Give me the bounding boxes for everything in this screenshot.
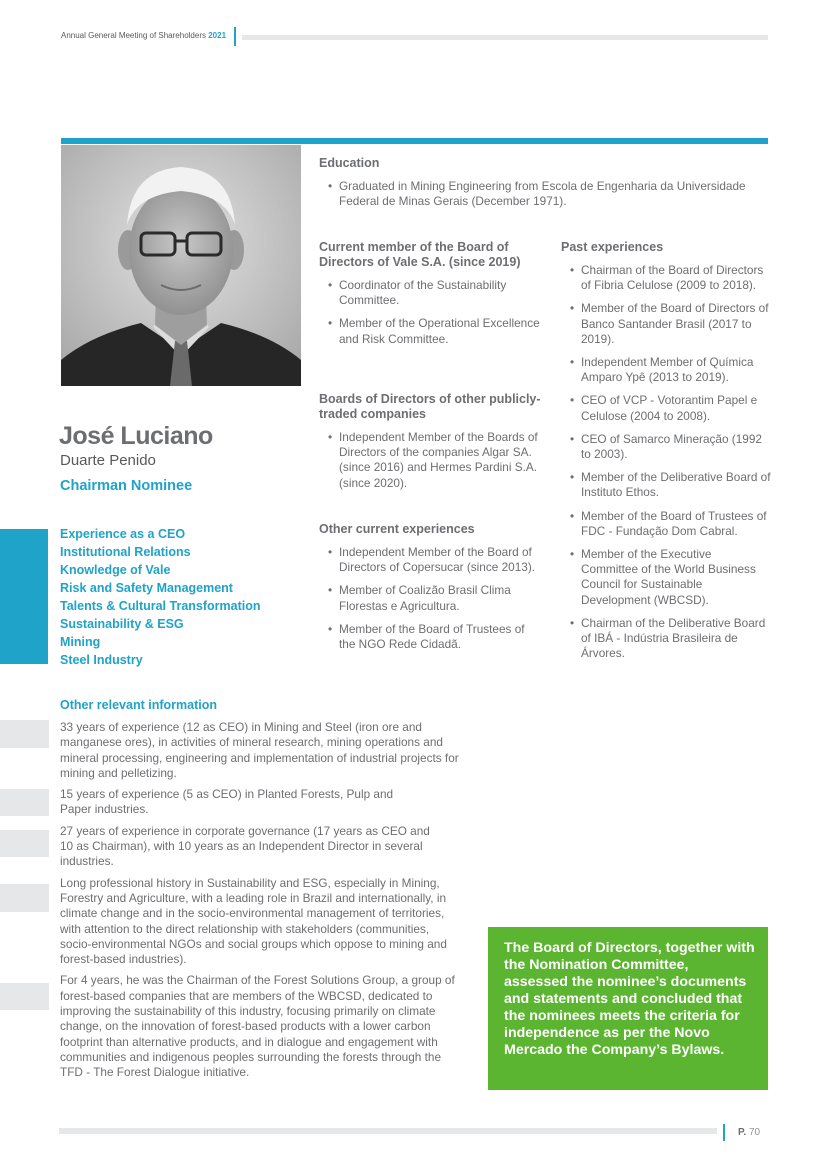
page-number (738, 1127, 760, 1138)
header-bar (242, 35, 768, 40)
other-info-paragraph: 27 years of experience in corporate governance (17 years as CEO and 10 as Chairman), with 10 years as an Independent Director in several industries. (60, 823, 430, 869)
other-boards-item: • Independent Member of the Boards of Directors of the companies Algar SA. (since 2016) and Hermes Pardini S.A. (since 2020). (319, 430, 544, 491)
independence-callout: The Board of Directors, together with the Nomination Committee, assessed the nominee’s documents and statements and concluded that the nominees meets the criteria for independence as per the Novo Mercado the Company’s Bylaws. (488, 927, 768, 1090)
skill-item: Sustainability & ESG (60, 617, 184, 631)
skill-item: Knowledge of Vale (60, 563, 171, 577)
other-current-item: • Member of Coalizão Brasil Clima Florestas e Agricultura. (319, 583, 544, 613)
other-info-paragraph: For 4 years, he was the Chairman of the Forest Solutions Group, a group of forest-based companies that are members of the WBCSD, dedicated to improving the sustainability of this industry, focusing primarily on climate change, on the innovation of forest-based products with a lower carbon footprint than alternative products, and in dialogue and engagement with communities and indigenous peoples surrounding the forests through the TFD - The Forest Dialogue initiative. (60, 973, 455, 1080)
footer-divider (723, 1124, 725, 1141)
other-current-item: • Independent Member of the Board of Directors of Copersucar (since 2013). (319, 545, 544, 575)
section-accent-bar (61, 138, 768, 144)
past-item: • Chairman of the Deliberative Board of IBÁ - Indústria Brasileira de Árvores. (561, 616, 771, 662)
past-item: • Member of the Board of Directors of Banco Santander Brasil (2017 to 2019). (561, 301, 771, 347)
other-boards-section (319, 392, 544, 491)
skill-item: Institutional Relations (60, 545, 191, 559)
other-info-body (60, 720, 460, 1087)
nominee-role: Chairman Nominee (60, 478, 193, 494)
header-year: 2021 (208, 31, 227, 40)
skill-item: Mining (60, 635, 101, 649)
side-gray-tab (0, 720, 49, 748)
header-title: Annual General Meeting of Shareholders (61, 31, 206, 40)
side-gray-tab (0, 983, 49, 1010)
skill-item: Steel Industry (60, 653, 143, 667)
past-item: • CEO of VCP - Votorantim Papel e Celulose (2004 to 2008). (561, 393, 771, 423)
skill-item: Risk and Safety Management (60, 581, 233, 595)
side-gray-tab (0, 830, 49, 857)
document-header (61, 31, 226, 40)
side-gray-tab (0, 789, 49, 816)
current-board-section (319, 240, 544, 347)
other-current-title: Other current experiences (319, 522, 475, 536)
page-prefix: P. (738, 1127, 747, 1138)
portrait-illustration (61, 145, 301, 386)
nominee-surname: Duarte Penido (60, 452, 156, 469)
footer-bar (59, 1128, 717, 1134)
skill-item: Experience as a CEO (60, 527, 186, 541)
portrait-photo (61, 145, 301, 386)
past-item: • Independent Member of Química Amparo Ypê (2013 to 2019). (561, 355, 771, 385)
past-experiences-title: Past experiences (561, 240, 664, 254)
side-gray-tab (0, 884, 49, 912)
skill-item: Talents & Cultural Transformation (60, 599, 261, 613)
other-boards-title: Boards of Directors of other publicly-traded companies (319, 392, 541, 421)
other-info-title: Other relevant information (60, 698, 217, 712)
education-title: Education (319, 156, 380, 170)
past-item: • CEO of Samarco Mineração (1992 to 2003). (561, 432, 771, 462)
other-info-paragraph: Long professional history in Sustainability and ESG, especially in Mining, Forestry and Agriculture, with a leading role in Brazil and internationally, in climate change and in the socio-environmental management of territories, with attention to the direct relationship with stakeholders (communities, socio-environmental NGOs and social groups which oppose to mining and forest-based industries). (60, 875, 447, 967)
current-board-item: • Member of the Operational Excellence and Risk Committee. (319, 316, 544, 346)
other-info-paragraph: 15 years of experience (5 as CEO) in Planted Forests, Pulp and Paper industries. (60, 787, 394, 817)
nominee-name: José Luciano (59, 422, 213, 450)
current-board-item: • Coordinator of the Sustainability Committee. (319, 278, 544, 308)
other-current-item: • Member of the Board of Trustees of the NGO Rede Cidadã. (319, 622, 544, 652)
current-board-title: Current member of the Board of Directors of Vale S.A. (since 2019) (319, 240, 521, 269)
past-item: • Member of the Deliberative Board of Instituto Ethos. (561, 470, 771, 500)
past-item: • Member of the Executive Committee of the World Business Council for Sustainable Development (WBCSD). (561, 547, 771, 608)
education-section (319, 156, 769, 209)
other-info-paragraph: 33 years of experience (12 as CEO) in Mining and Steel (iron ore and manganese ores), in activities of mineral research, mining operations and mineral processing, engineering and implementation of industrial projects for mining and pelletizing. (60, 720, 459, 780)
skills-list (60, 525, 261, 669)
past-experiences-section (561, 240, 771, 661)
other-current-section (319, 522, 544, 652)
past-item: • Member of the Board of Trustees of FDC - Fundação Dom Cabral. (561, 509, 771, 539)
past-item: • Chairman of the Board of Directors of Fibria Celulose (2009 to 2018). (561, 263, 771, 293)
education-item: • Graduated in Mining Engineering from Escola de Engenharia da Universidade Federal de Minas Gerais (December 1971). (319, 179, 769, 209)
page-number-value: 70 (748, 1127, 761, 1138)
header-divider (234, 27, 236, 46)
side-accent-tab (0, 529, 48, 664)
